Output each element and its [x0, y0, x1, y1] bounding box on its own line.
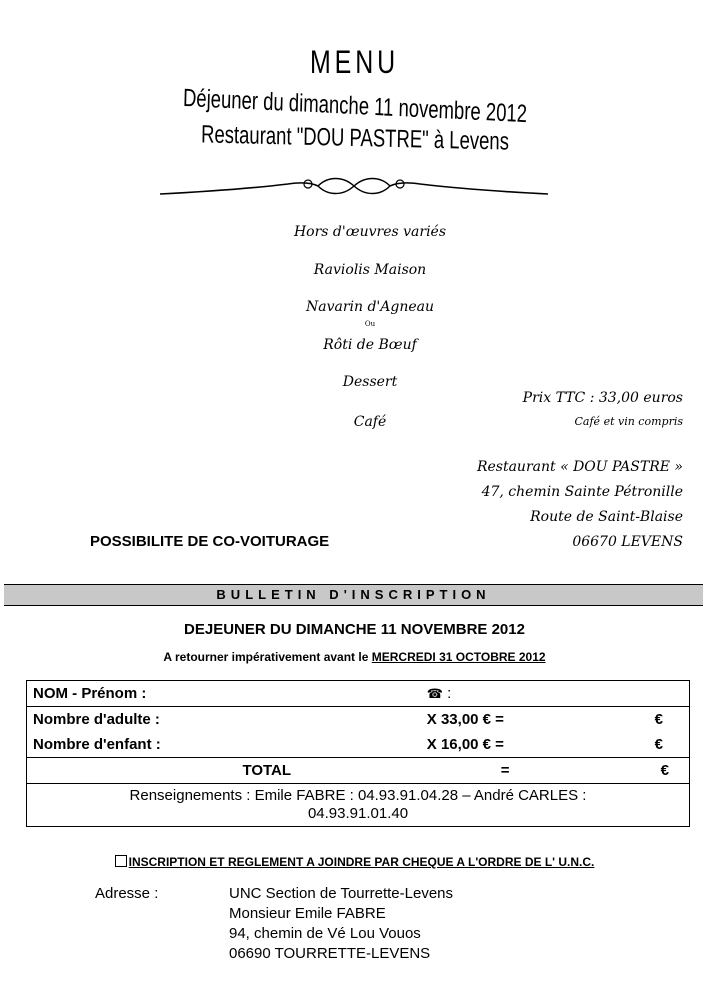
- carpool-notice: POSSIBILITE DE CO-VOITURAGE: [90, 533, 330, 550]
- telephone-icon: ☎: [426, 686, 443, 701]
- phone-cell[interactable]: [421, 681, 561, 707]
- restaurant-name: Restaurant « DOU PASTRE »: [476, 459, 683, 475]
- menu-subtitle-restaurant: Restaurant "DOU PASTRE" à Levens: [200, 120, 510, 156]
- restaurant-route: Route de Saint-Blaise: [530, 509, 683, 525]
- form-row-children: [27, 732, 690, 758]
- name-label: NOM - Prénom :: [33, 685, 147, 702]
- restaurant-city: 06670 LEVENS: [572, 534, 683, 550]
- menu-item-roti: Rôti de Bœuf: [323, 337, 417, 353]
- menu-item-starter: Hors d'œuvres variés: [293, 224, 447, 240]
- menu-title: MENU: [309, 44, 400, 80]
- payment-checkbox[interactable]: [115, 855, 127, 867]
- adults-euro: €: [561, 707, 690, 733]
- info-line-2: 04.93.91.01.40: [307, 805, 409, 822]
- total-euro: €: [561, 758, 690, 784]
- adults-price: X 33,00 € =: [421, 707, 561, 733]
- bulletin-band: BULLETIN D'INSCRIPTION: [4, 584, 703, 606]
- info-line-1: Renseignements : Emile FABRE : 04.93.91.04.28 – André CARLES :: [129, 787, 587, 804]
- price-label: Prix TTC : 33,00 euros: [522, 390, 683, 406]
- address-line-3: 94, chemin de Vé Lou Vouos: [229, 925, 421, 942]
- total-label: TOTAL: [27, 758, 292, 784]
- registration-form: [26, 680, 690, 827]
- menu-item-ravioli: Raviolis Maison: [313, 262, 427, 278]
- adults-label: Nombre d'adulte :: [27, 707, 292, 733]
- payment-notice-row: [0, 855, 709, 869]
- ornament-divider: [158, 172, 550, 202]
- bulletin-deadline: [0, 650, 709, 664]
- menu-item-cafe: Café: [353, 414, 387, 430]
- menu-item-or: Ou: [364, 320, 376, 328]
- form-row-total: [27, 758, 690, 784]
- children-label: Nombre d'enfant :: [33, 736, 161, 753]
- address-label: Adresse :: [95, 885, 159, 902]
- menu-subtitle-date: Déjeuner du dimanche 11 novembre 2012: [182, 83, 528, 129]
- payment-notice: INSCRIPTION ET REGLEMENT A JOINDRE PAR CHEQUE A L'ORDRE DE L' U.N.C.: [128, 855, 595, 869]
- address-line-2: Monsieur Emile FABRE: [229, 905, 386, 922]
- restaurant-street: 47, chemin Sainte Pétronille: [481, 484, 683, 500]
- info-cell: [27, 784, 690, 827]
- form-row-info: [27, 784, 690, 827]
- bulletin-heading: DEJEUNER DU DIMANCHE 11 NOVEMBRE 2012: [184, 621, 525, 638]
- address-line-4: 06690 TOURRETTE-LEVENS: [229, 945, 431, 962]
- address-line-1: UNC Section de Tourrette-Levens: [229, 885, 454, 902]
- form-row-name: [27, 681, 690, 707]
- children-price: X 16,00 € =: [426, 736, 504, 753]
- menu-item-dessert: Dessert: [342, 374, 398, 390]
- price-note: Café et vin compris: [574, 415, 683, 428]
- address-block: [229, 884, 453, 964]
- phone-colon: :: [447, 685, 452, 702]
- menu-item-navarin: Navarin d'Agneau: [305, 299, 435, 315]
- total-equals: =: [421, 758, 561, 784]
- deadline-date: MERCREDI 31 OCTOBRE 2012: [371, 650, 546, 664]
- deadline-prefix: A retourner impérativement avant le: [163, 650, 369, 664]
- form-row-adults: [27, 707, 690, 733]
- children-euro: €: [654, 736, 663, 753]
